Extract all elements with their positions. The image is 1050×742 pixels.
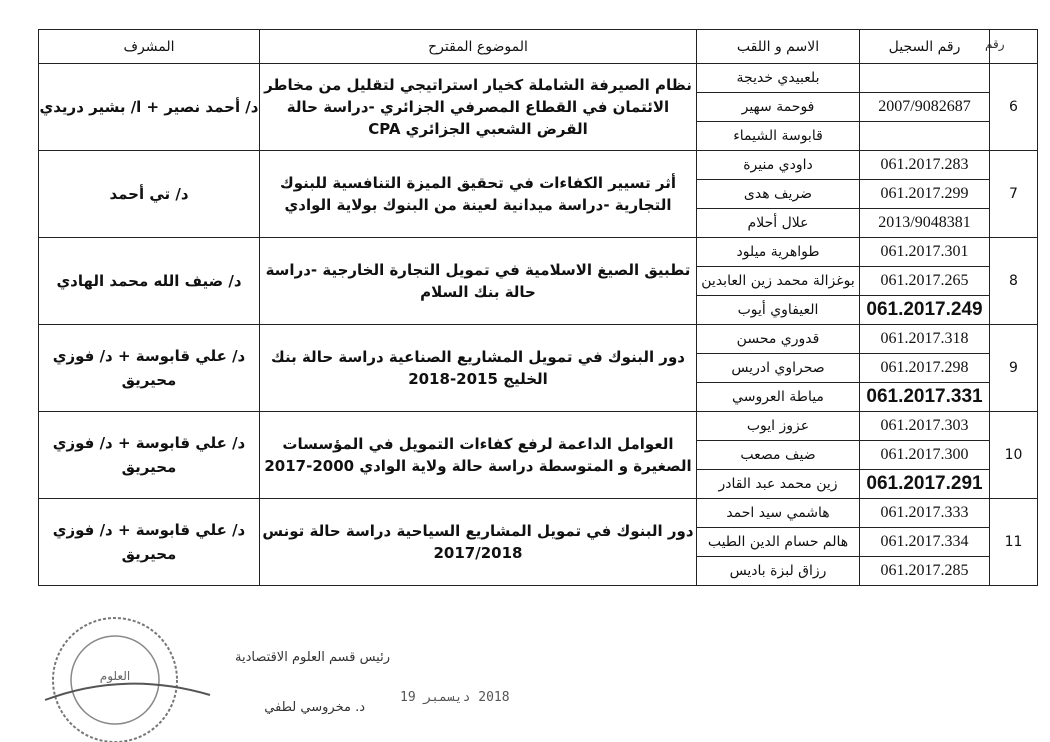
table-row <box>39 151 1038 180</box>
student-name-cell: داودي منيرة <box>697 151 860 180</box>
registration-number-cell: 061.2017.299 <box>860 180 990 209</box>
registration-number-cell: 061.2017.300 <box>860 441 990 470</box>
topic-cell: دور البنوك في تمويل المشاريع السياحية دراسة حالة تونس 2017/2018 <box>260 499 697 586</box>
dept-head-title: رئيس قسم العلوم الاقتصادية <box>235 650 390 665</box>
header-supervisor: المشرف <box>39 30 260 64</box>
student-name-cell: بوغزالة محمد زين العابدين <box>697 267 860 296</box>
registration-number-cell: 061.2017.333 <box>860 499 990 528</box>
supervisor-cell: د/ ضيف الله محمد الهادي <box>39 238 260 325</box>
supervisor-cell: د/ تي أحمد <box>39 151 260 238</box>
supervisor-cell: د/ علي قابوسة + د/ فوزي محيريق <box>39 325 260 412</box>
registration-number-cell: 061.2017.301 <box>860 238 990 267</box>
registration-number-cell: 061.2017.298 <box>860 354 990 383</box>
group-number-cell: 10 <box>990 412 1038 499</box>
round-stamp <box>35 600 215 742</box>
registration-number-cell <box>860 122 990 151</box>
registration-number-cell: 061.2017.265 <box>860 267 990 296</box>
group-number-cell: 11 <box>990 499 1038 586</box>
supervision-table-sheet <box>38 29 1037 586</box>
topic-cell: أثر تسيير الكفاءات في تحقيق الميزة التنافسية للبنوك التجارية -دراسة ميدانية لعينة من البنوك بولاية الوادي <box>260 151 697 238</box>
header-reg: رقم السجيل <box>860 30 990 64</box>
signer-name: د. مخروسي لطفي <box>264 700 365 715</box>
registration-number-cell: 061.2017.303 <box>860 412 990 441</box>
student-name-cell: رزاق لبزة باديس <box>697 557 860 586</box>
student-name-cell: قابوسة الشيماء <box>697 122 860 151</box>
student-name-cell: عزوز ايوب <box>697 412 860 441</box>
student-name-cell: ضيف مصعب <box>697 441 860 470</box>
group-number-cell: 6 <box>990 64 1038 151</box>
date-stamp: 2018 ديسمبر 19 <box>400 690 510 705</box>
student-name-cell: مياطة العروسي <box>697 383 860 412</box>
student-name-cell: ضريف هدى <box>697 180 860 209</box>
header-num-corner: رقم <box>985 37 1005 51</box>
registration-number-cell <box>860 64 990 93</box>
student-name-cell: هاشمي سيد احمد <box>697 499 860 528</box>
table-row <box>39 64 1038 93</box>
topic-cell: دور البنوك في تمويل المشاريع الصناعية دراسة حالة بنك الخليج 2015-2018 <box>260 325 697 412</box>
group-number-cell: 7 <box>990 151 1038 238</box>
topic-cell: العوامل الداعمة لرفع كفاءات التمويل في المؤسسات الصغيرة و المتوسطة دراسة حالة ولاية الوادي 2000-2017 <box>260 412 697 499</box>
supervisor-cell: د/ أحمد نصير + ا/ بشير دريدي <box>39 64 260 151</box>
topic-cell: نظام الصيرفة الشاملة كخيار استراتيجي لتقليل من مخاطر الائتمان في القطاع المصرفي الجزائري -دراسة حالة القرض الشعبي الجزائري CPA <box>260 64 697 151</box>
registration-number-cell: 2013/9048381 <box>860 209 990 238</box>
supervisor-cell: د/ علي قابوسة + د/ فوزي محيريق <box>39 499 260 586</box>
student-name-cell: هالم حسام الدين الطيب <box>697 528 860 557</box>
topic-cell: تطبيق الصيغ الاسلامية في تمويل التجارة الخارجية -دراسة حالة بنك السلام <box>260 238 697 325</box>
header-topic: الموضوع المقترح <box>260 30 697 64</box>
group-number-cell: 9 <box>990 325 1038 412</box>
registration-number-cell: 2007/9082687 <box>860 93 990 122</box>
student-name-cell: بلعبيدي خديجة <box>697 64 860 93</box>
registration-number-cell: 061.2017.285 <box>860 557 990 586</box>
student-name-cell: العيفاوي أيوب <box>697 296 860 325</box>
registration-number-cell: 061.2017.291 <box>860 470 990 499</box>
group-number-cell: 8 <box>990 238 1038 325</box>
header-num <box>990 30 1038 64</box>
table-row <box>39 412 1038 441</box>
header-name: الاسم و اللقب <box>697 30 860 64</box>
supervision-table <box>38 29 1038 586</box>
student-name-cell: فوحمة سهير <box>697 93 860 122</box>
registration-number-cell: 061.2017.283 <box>860 151 990 180</box>
student-name-cell: علال أحلام <box>697 209 860 238</box>
registration-number-cell: 061.2017.318 <box>860 325 990 354</box>
student-name-cell: زين محمد عبد القادر <box>697 470 860 499</box>
registration-number-cell: 061.2017.331 <box>860 383 990 412</box>
table-row <box>39 499 1038 528</box>
registration-number-cell: 061.2017.334 <box>860 528 990 557</box>
table-row <box>39 238 1038 267</box>
stamp-label: العلوم <box>99 669 131 683</box>
registration-number-cell: 061.2017.249 <box>860 296 990 325</box>
student-name-cell: طواهرية ميلود <box>697 238 860 267</box>
student-name-cell: قدوري محسن <box>697 325 860 354</box>
supervisor-cell: د/ علي قابوسة + د/ فوزي محيريق <box>39 412 260 499</box>
header-row <box>39 30 1038 64</box>
table-row <box>39 325 1038 354</box>
student-name-cell: صحراوي ادريس <box>697 354 860 383</box>
